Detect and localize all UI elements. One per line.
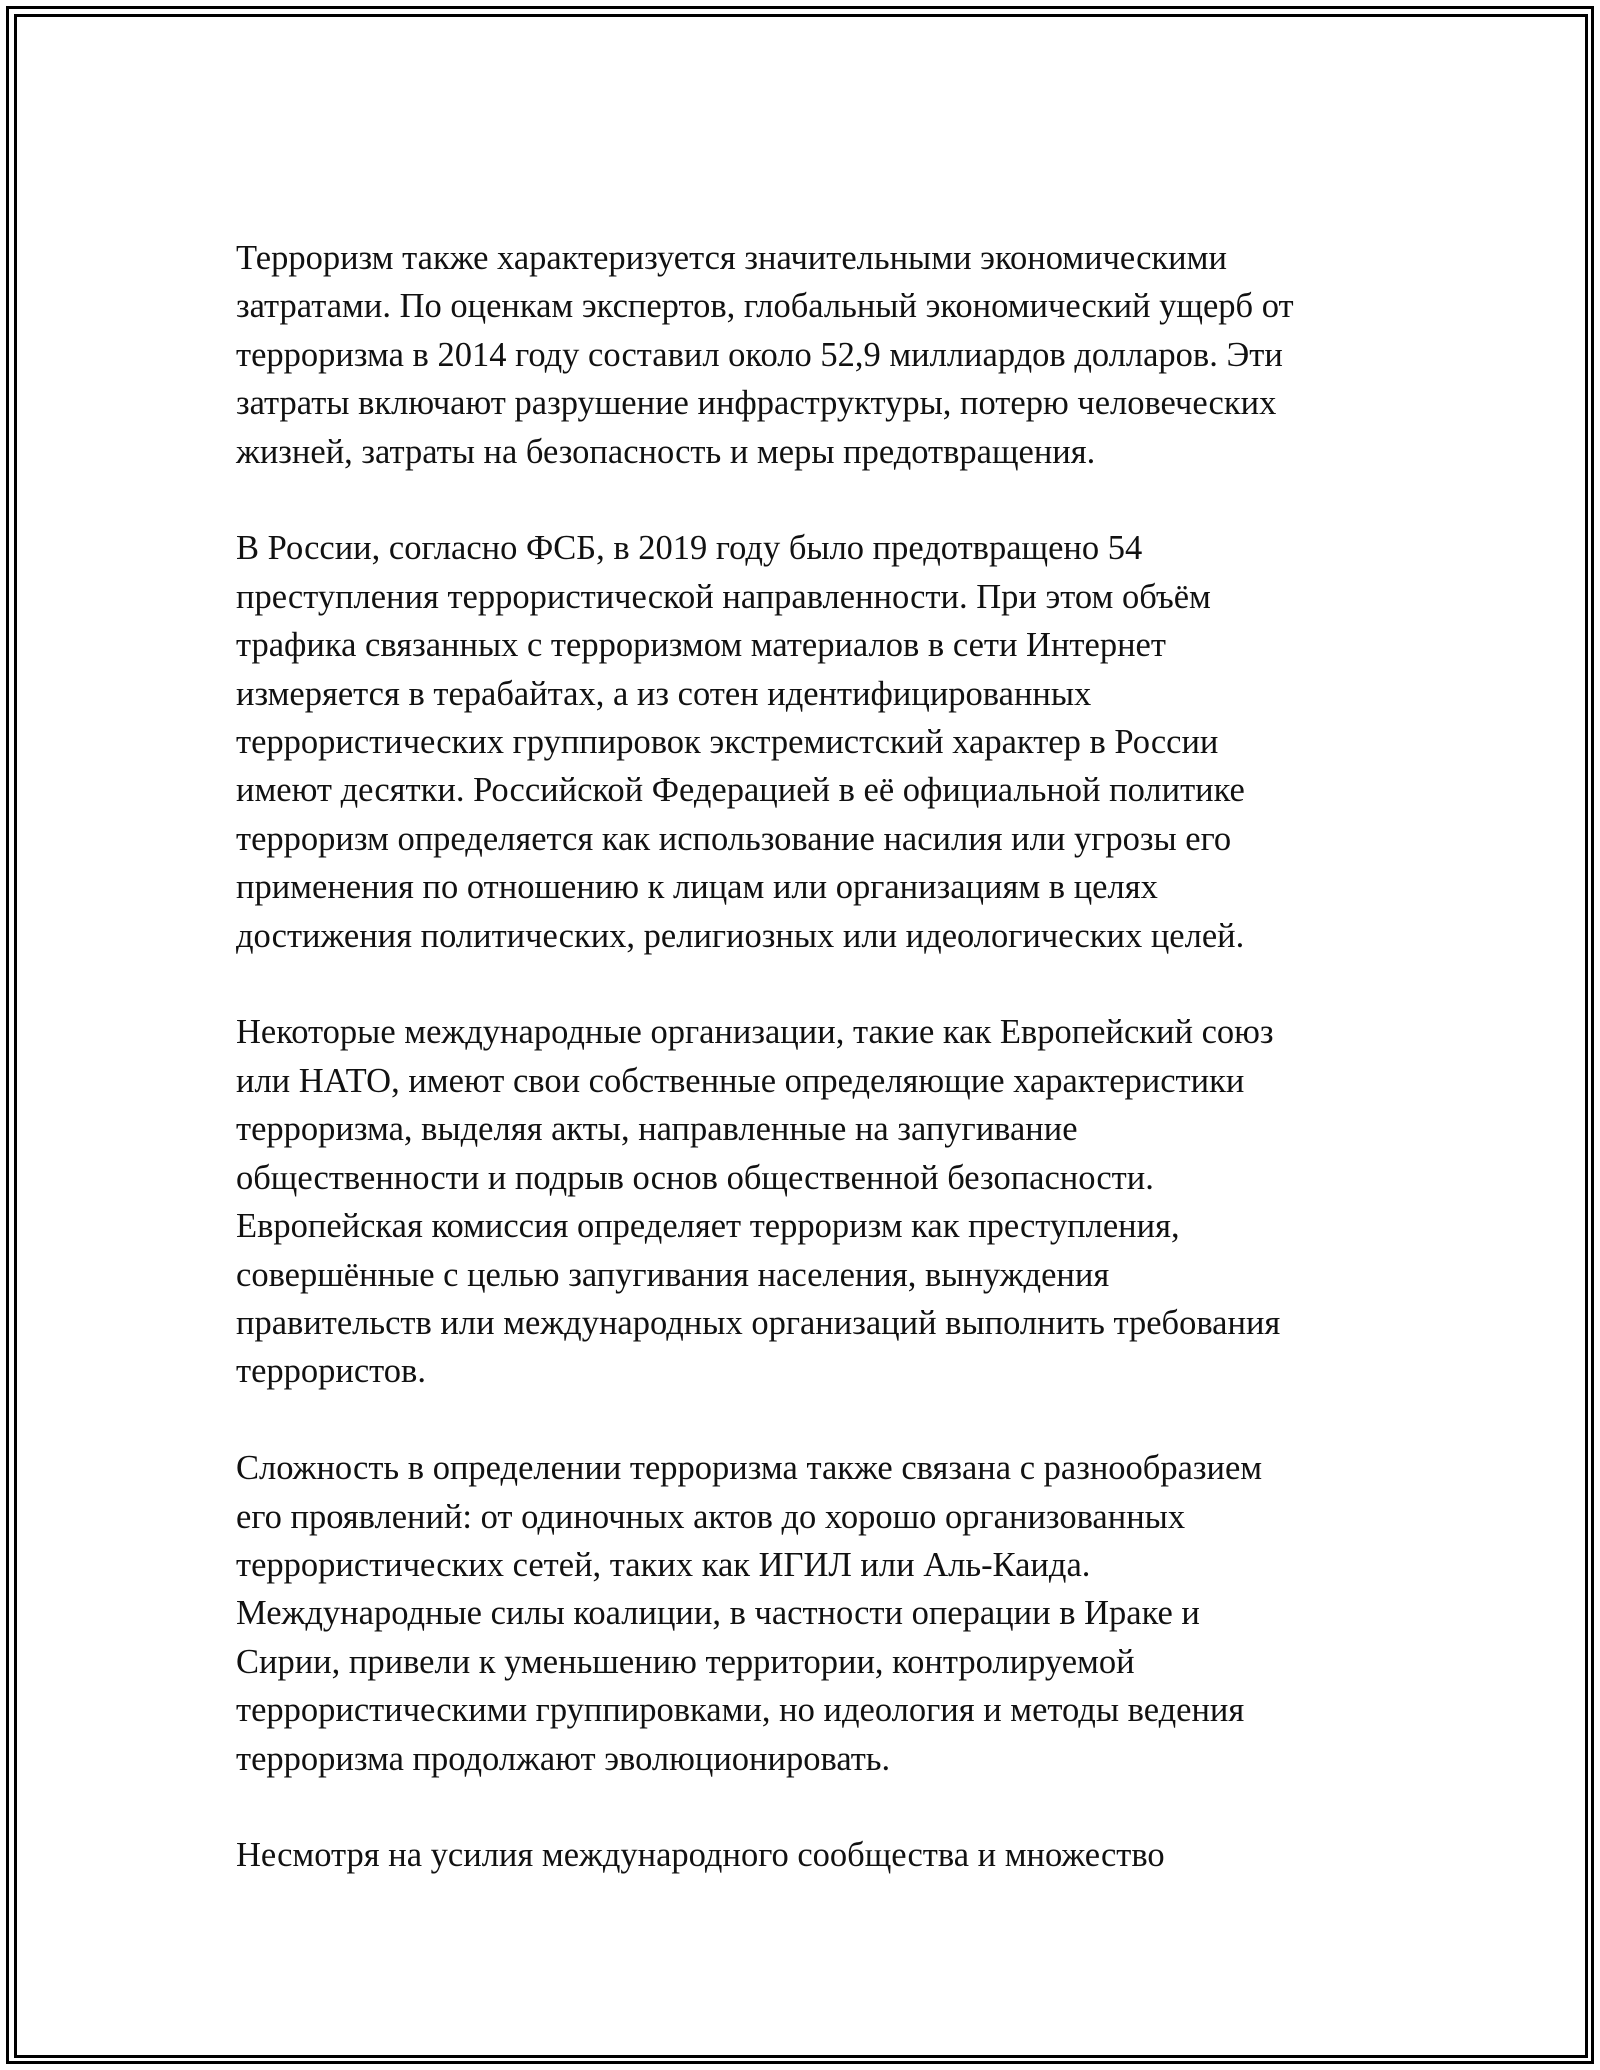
text-line: террористическими группировками, но идеология и методы ведения: [236, 1691, 1245, 1730]
text-line: терроризма продолжают эволюционировать.: [236, 1739, 891, 1778]
text-line: террористов.: [236, 1352, 426, 1391]
text-line: измеряется в терабайтах, а из сотен идентифицированных: [236, 674, 1092, 713]
text-line: Сирии, привели к уменьшению территории, контролируемой: [236, 1642, 1135, 1681]
text-line: преступления террористической направленности. При этом объём: [236, 577, 1211, 616]
text-line: Европейская комиссия определяет терроризм как преступления,: [236, 1207, 1180, 1246]
text-line: общественности и подрыв основ общественной безопасности.: [236, 1158, 1154, 1197]
document-body: [236, 234, 1386, 1928]
text-line: терроризма, выделяя акты, направленные на запугивание: [236, 1110, 1078, 1149]
text-line: Некоторые международные организации, такие как Европейский союз: [236, 1013, 1274, 1052]
text-line: терроризм определяется как использование насилия или угрозы его: [236, 819, 1232, 858]
paragraph-despite-efforts: [236, 1831, 1386, 1879]
text-line: имеют десятки. Российской Федерацией в её официальной политике: [236, 771, 1245, 810]
text-line: трафика связанных с терроризмом материалов в сети Интернет: [236, 626, 1166, 665]
text-line: затраты включают разрушение инфраструктуры, потерю человеческих: [236, 384, 1277, 423]
text-line: затратами. По оценкам экспертов, глобальный экономический ущерб от: [236, 287, 1294, 326]
text-line: жизней, затраты на безопасность и меры предотвращения.: [236, 432, 1096, 471]
text-line: В России, согласно ФСБ, в 2019 году было предотвращено 54: [236, 529, 1143, 568]
text-line: или НАТО, имеют свои собственные определяющие характеристики: [236, 1061, 1245, 1100]
text-line: террористических группировок экстремистский характер в России: [236, 723, 1219, 762]
text-line: Терроризм также характеризуется значительными экономическими: [236, 239, 1227, 277]
paragraph-russia: [236, 524, 1386, 960]
paragraph-international-organizations: [236, 1008, 1386, 1395]
text-line: Несмотря на усилия международного сообщества и множество: [236, 1836, 1165, 1875]
paragraph-economic-costs: [236, 234, 1386, 476]
text-line: его проявлений: от одиночных актов до хорошо организованных: [236, 1497, 1186, 1536]
text-line: Международные силы коалиции, в частности операции в Ираке и: [236, 1594, 1200, 1633]
text-line: совершённые с целью запугивания населения, вынуждения: [236, 1255, 1110, 1294]
text-line: терроризма в 2014 году составил около 52,9 миллиардов долларов. Эти: [236, 335, 1283, 374]
text-line: террористических сетей, таких как ИГИЛ или Аль-Каида.: [236, 1545, 1091, 1584]
text-line: правительств или международных организаций выполнить требования: [236, 1303, 1281, 1342]
paragraph-complexity: [236, 1444, 1386, 1783]
text-line: применения по отношению к лицам или организациям в целях: [236, 868, 1158, 907]
text-line: Сложность в определении терроризма также связана с разнообразием: [236, 1449, 1263, 1488]
text-line: достижения политических, религиозных или идеологических целей.: [236, 916, 1245, 955]
